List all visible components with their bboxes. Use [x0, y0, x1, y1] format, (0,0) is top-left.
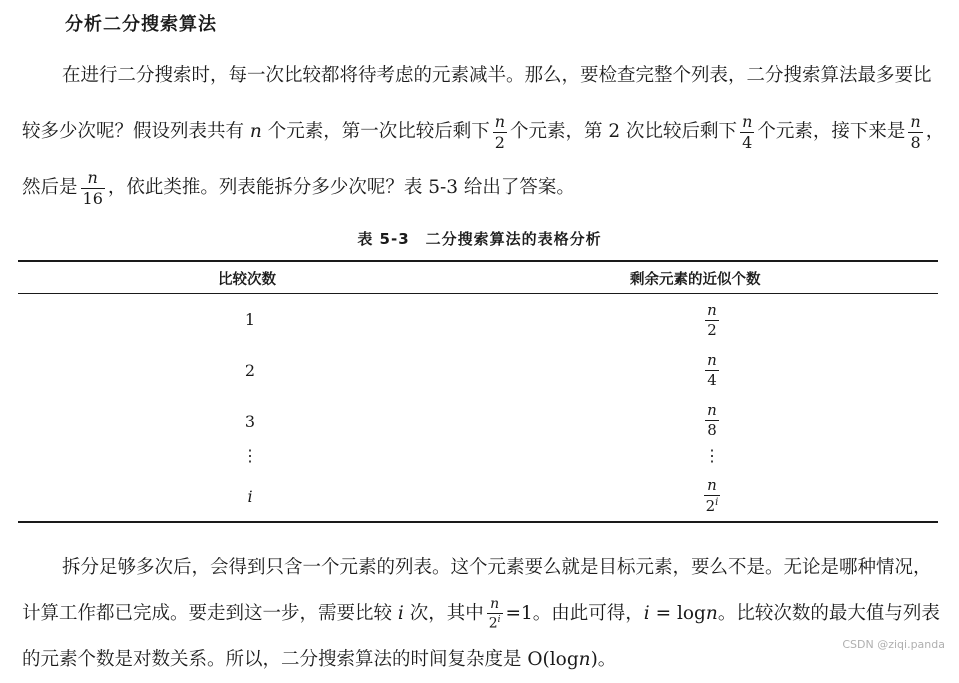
table-row-2-count: 2 [244, 361, 256, 380]
table-row-ellipsis-remaining: ⋮ [704, 446, 720, 465]
fraction-n-over-4: $\frac{n}{4}$ [742, 111, 753, 152]
table-row-i-remaining: $\frac{n}{2^i}$ [705, 476, 719, 515]
conclusion-paragraph: 拆分足够多次后，会得到只含一个元素的列表。这个元素要么就是目标元素，要么不是。无论是哪种情况，计算工作都已完成。要走到这一步，需要比较 i 次，其中 $\frac{n}{2^i}$ =1。由此可得，i = logn。比较次数的最大值与列表的元素个数是对数关系。所以，二分搜索算法的时间复杂度是 O(logn)。 [22, 557, 940, 670]
column-header-comparisons: 比较次数 [218, 272, 276, 288]
fraction-n-over-2-pow-i: $\frac{n}{2^i}$ [488, 596, 501, 632]
table-row-ellipsis-count: ⋮ [242, 446, 258, 465]
fraction-n-over-16: $\frac{n}{16}$ [82, 167, 103, 208]
fraction-n-over-8: $\frac{n}{8}$ [910, 111, 921, 152]
fraction-n-over-2: $\frac{n}{2}$ [494, 111, 506, 152]
table-row-3-count: 3 [244, 412, 256, 431]
watermark: CSDN @ziqi.panda [842, 638, 945, 651]
table-header-rule [18, 293, 938, 294]
intro-paragraph: 在进行二分搜索时，每一次比较都将待考虑的元素减半。那么，要检查完整个列表，二分搜索算法最多要比较多少次呢？假设列表共有 n 个元素，第一次比较后剩下 $\frac{n}{2}$ 个元素，第 2 次比较后剩下 $\frac{n}{4}$ 个元素，接下来是 $\frac{n}{8}$ ，然后是 $\frac{n}{16}$ ，依此类推。列表能拆分多少次呢？表 5-3 给出了答案。 [22, 65, 945, 208]
table-row-1-remaining: $\frac{n}{2}$ [707, 301, 717, 339]
table-row-2-remaining: $\frac{n}{4}$ [707, 351, 717, 389]
column-header-remaining: 剩余元素的近似个数 [630, 272, 761, 288]
table-row-i-count: i [247, 487, 253, 506]
table-row-3-remaining: $\frac{n}{8}$ [707, 401, 717, 439]
table-caption: 表 5-3 二分搜索算法的表格分析 [357, 230, 602, 248]
table-row-1-count: 1 [244, 310, 256, 329]
table-top-rule [18, 260, 938, 262]
section-heading: 分析二分搜索算法 [65, 14, 217, 35]
table-bottom-rule [18, 521, 938, 523]
